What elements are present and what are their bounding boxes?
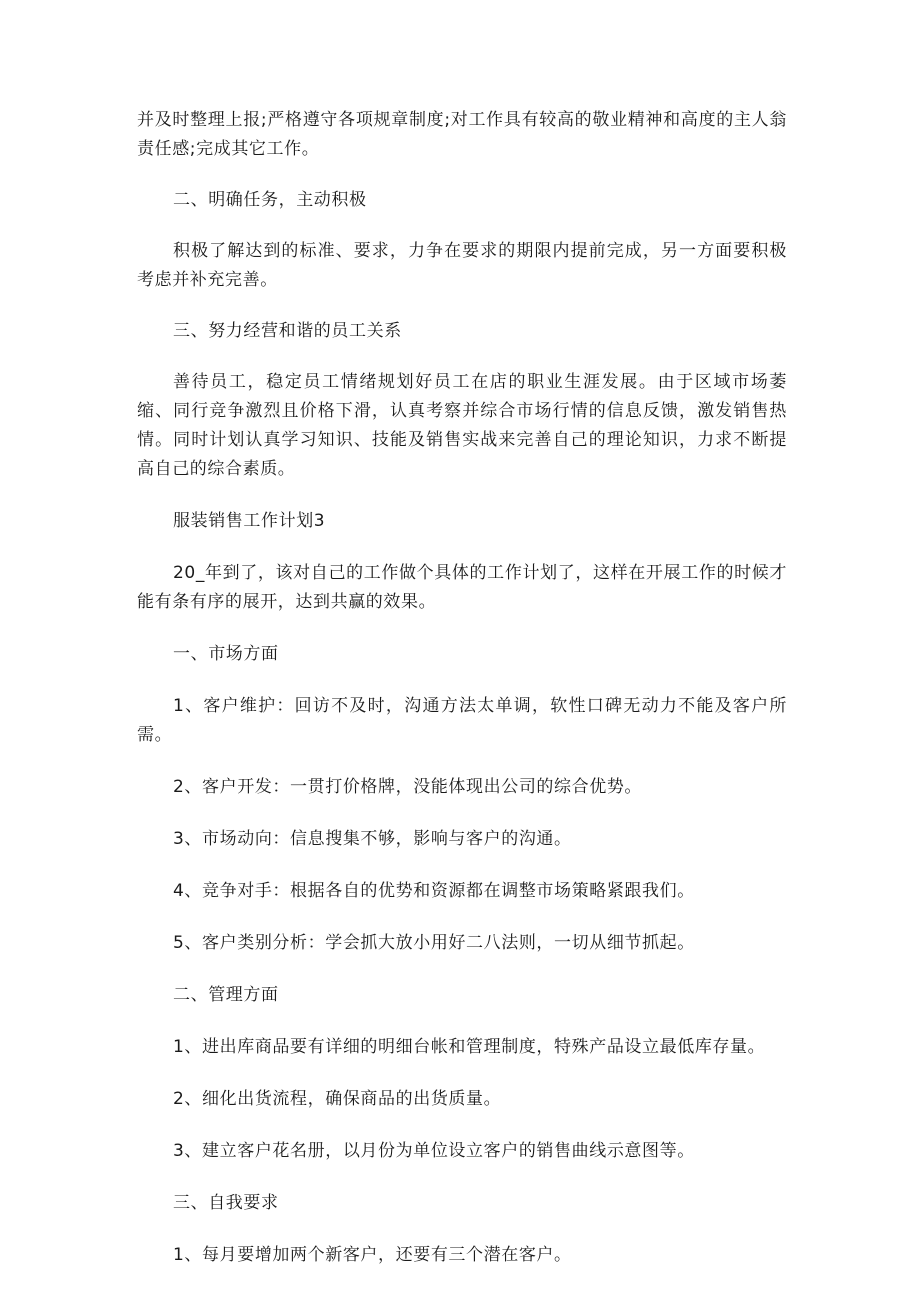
heading-staff-relations: 三、努力经营和谐的员工关系 [173,321,402,341]
list-item-market-4: 4、竞争对手：根据各自的优势和资源都在调整市场策略紧跟我们。 [173,881,695,901]
paragraph-continuation: 并及时整理上报;严格遵守各项规章制度;对工作具有较高的敬业精神和高度的主人翁责任感;完成其它工作。 [137,110,787,159]
list-item-self-1: 1、每月要增加两个新客户，还要有三个潜在客户。 [173,1245,572,1265]
heading-management: 二、管理方面 [173,985,279,1005]
list-item-management-2: 2、细化出货流程，确保商品的出货质量。 [173,1089,502,1109]
heading-market: 一、市场方面 [173,644,279,664]
list-item-market-2: 2、客户开发：一贯打价格牌，没能体现出公司的综合优势。 [173,777,643,797]
heading-self-requirements: 三、自我要求 [173,1193,279,1213]
paragraph-staff-relations: 善待员工，稳定员工情绪规划好员工在店的职业生涯发展。由于区域市场萎缩、同行竞争激烈且价格下滑，认真考察并综合市场行情的信息反馈，激发销售热情。同时计划认真学习知识、技能及销售实战来完善自己的理论知识，力求不断提高自己的综合素质。 [137,372,787,479]
heading-clear-tasks: 二、明确任务，主动积极 [173,190,367,210]
paragraph-clear-tasks: 积极了解达到的标准、要求，力争在要求的期限内提前完成，另一方面要积极考虑并补充完善。 [137,241,787,290]
paragraph-plan-intro: 20_年到了，该对自己的工作做个具体的工作计划了，这样在开展工作的时候才能有条有序的展开，达到共赢的效果。 [137,563,787,612]
list-item-management-3: 3、建立客户花名册，以月份为单位设立客户的销售曲线示意图等。 [173,1141,695,1161]
list-item-management-1: 1、进出库商品要有详细的明细台帐和管理制度，特殊产品设立最低库存量。 [173,1037,766,1057]
document-body [137,106,787,1270]
list-item-market-1: 1、客户维护：回访不及时，沟通方法太单调，软性口碑无动力不能及客户所需。 [137,696,787,745]
list-item-market-5: 5、客户类别分析：学会抓大放小用好二八法则，一切从细节抓起。 [173,933,695,953]
section-title-plan-3: 服装销售工作计划3 [173,511,326,531]
list-item-market-3: 3、市场动向：信息搜集不够，影响与客户的沟通。 [173,829,572,849]
